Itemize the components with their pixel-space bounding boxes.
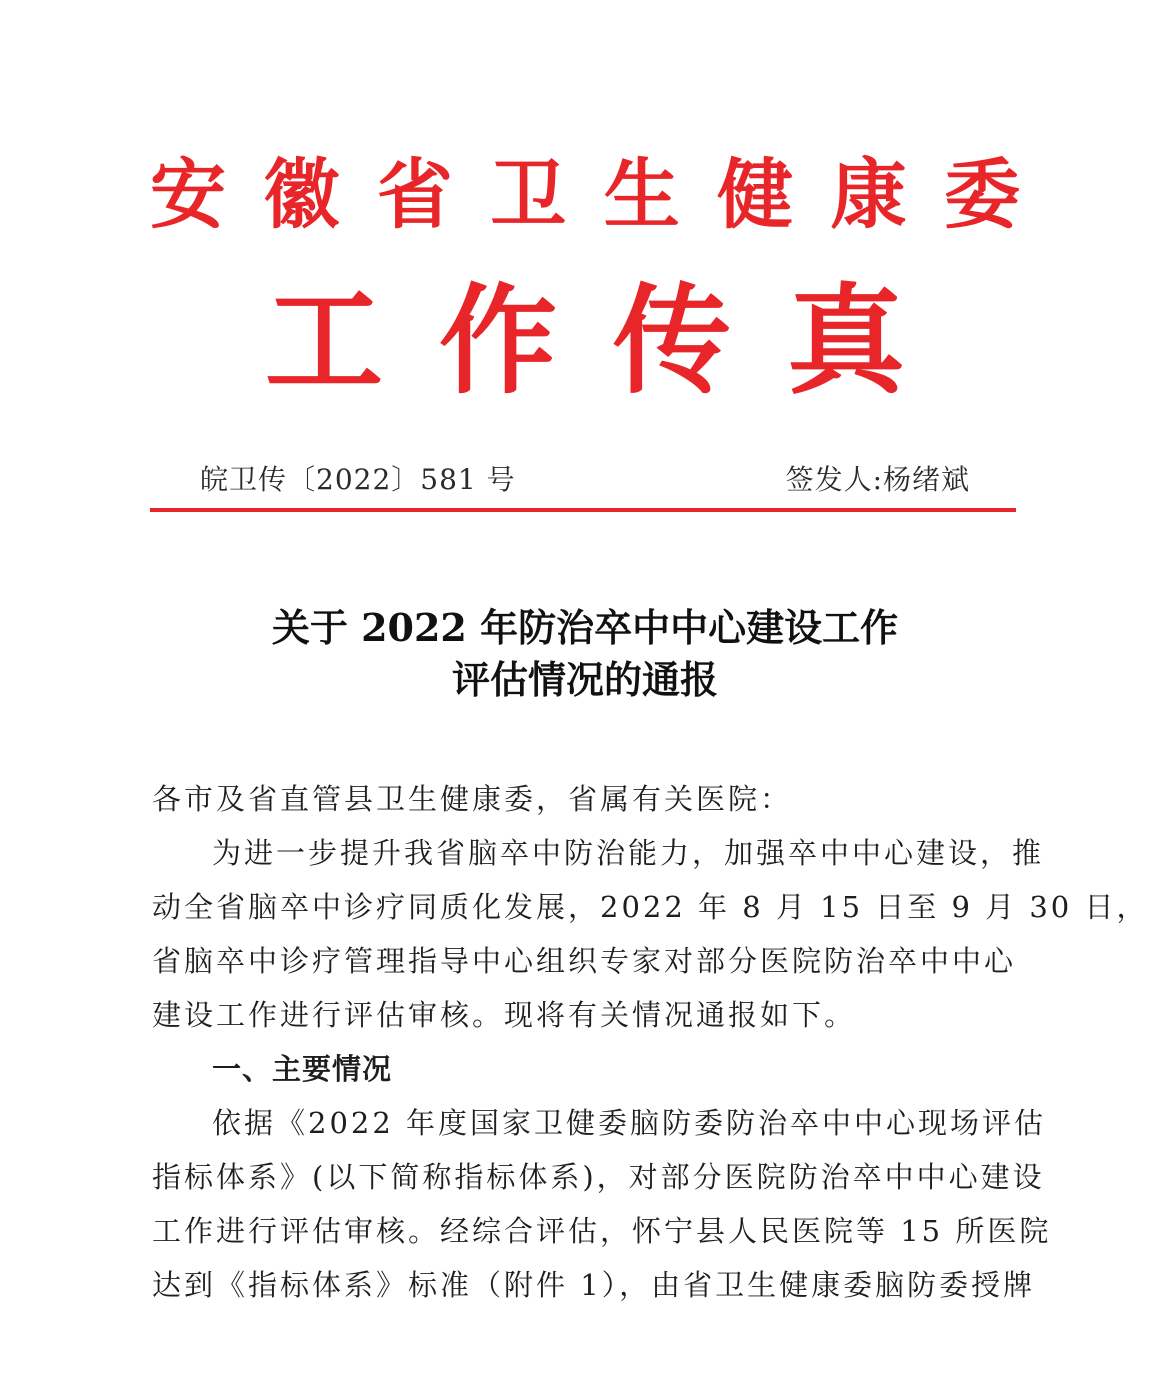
masthead-char: 生 [603,150,680,239]
masthead-organization [150,150,1020,240]
masthead-char: 传 [612,271,731,410]
masthead-char: 作 [438,271,557,410]
paragraph-line: 省脑卒中诊疗管理指导中心组织专家对部分医院防治卒中中心 [152,944,1017,978]
paragraph-line: 达到《指标体系》标准（附件 1），由省卫生健康委脑防委授牌 [152,1268,1036,1302]
masthead-char: 安 [150,150,226,239]
masthead-doc-type [265,271,905,410]
masthead-char: 真 [786,271,905,410]
masthead-char: 卫 [490,150,567,239]
paragraph-line: 动全省脑卒中诊疗同质化发展，2022 年 8 月 15 日至 9 月 30 日， [152,890,1149,924]
masthead-char: 工 [265,271,384,410]
red-divider [150,508,1016,512]
salutation: 各市及省直管县卫生健康委，省属有关医院： [152,782,793,816]
title-line-2: 评估情况的通报 [451,657,718,702]
paragraph-line: 建设工作进行评估审核。现将有关情况通报如下。 [152,998,857,1032]
document-meta [200,458,970,502]
section-heading: 一、主要情况 [212,1052,393,1086]
document-number: 皖卫传〔2022〕581 号 [200,463,516,496]
masthead-char: 委 [943,150,1020,239]
signer: 签发人:杨绪斌 [785,463,970,496]
paragraph-line: 为进一步提升我省脑卒中防治能力，加强卒中中心建设，推 [212,836,1045,870]
document-body [152,772,1149,1312]
paragraph-line: 依据《2022 年度国家卫健委脑防委防治卒中中心现场评估 [212,1106,1047,1140]
masthead-char: 省 [376,150,453,239]
masthead-char: 徽 [263,150,340,239]
paragraph-line: 工作进行评估审核。经综合评估，怀宁县人民医院等 15 所医院 [152,1214,1052,1248]
title-line-1: 关于 2022 年防治卒中中心建设工作 [271,605,899,650]
paragraph-line: 指标体系》(以下简称指标体系)，对部分医院防治卒中中心建设 [152,1160,1045,1194]
masthead-char: 康 [830,150,907,239]
masthead-char: 健 [717,150,794,239]
document-title [150,602,1020,706]
